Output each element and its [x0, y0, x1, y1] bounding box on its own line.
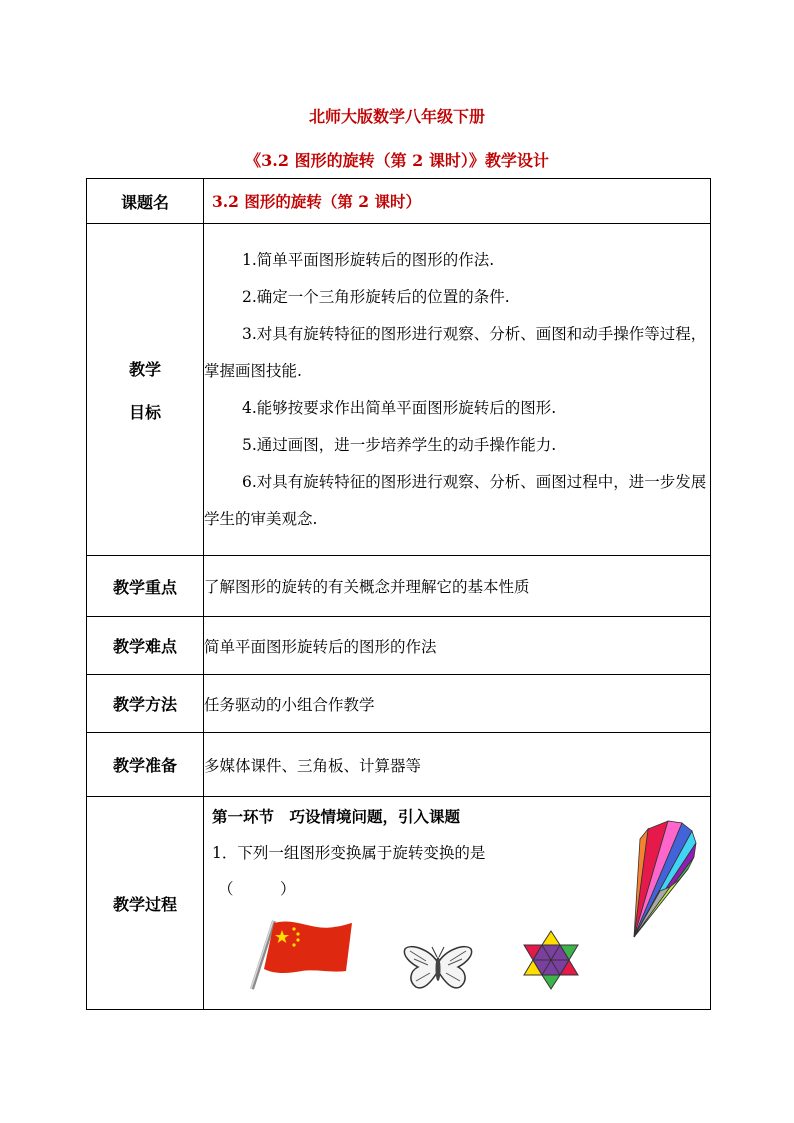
hexagram-image: [522, 929, 580, 991]
difficulties-value: 简单平面图形旋转后的图形的作法: [204, 617, 711, 675]
topic-label: 课题名: [87, 179, 204, 224]
method-row: [87, 675, 711, 733]
fan-image: [628, 817, 700, 941]
goal-item: 6.对具有旋转特征的图形进行观察、分析、画图过程中，进一步发展学生的审美观念.: [204, 472, 707, 528]
goals-label-line2: 目标: [128, 402, 161, 422]
method-label: 教学方法: [87, 675, 204, 733]
goals-row: [87, 224, 711, 556]
figures-area: [204, 899, 710, 1009]
process-cell: [204, 797, 711, 1010]
process-answer-blank: （ ）: [218, 880, 296, 898]
preparation-label: 教学准备: [87, 733, 204, 797]
document-subtitle: 《3.2 图形的旋转（第 2 课时）》教学设计: [245, 151, 549, 170]
goals-cell: [204, 224, 711, 556]
goals-label: [87, 224, 204, 556]
topic-row: [87, 179, 711, 224]
goal-item: 5.通过画图，进一步培养学生的动手操作能力.: [242, 435, 557, 454]
method-value: 任务驱动的小组合作教学: [204, 675, 711, 733]
goal-item: 3.对具有旋转特征的图形进行观察、分析、画图和动手操作等过程，掌握画图技能.: [204, 324, 707, 380]
key-points-label: 教学重点: [87, 556, 204, 617]
process-section-title: 第一环节 巧设情境问题，引入课题: [212, 807, 461, 826]
butterfly-image: [402, 941, 474, 995]
flag-image: [246, 917, 356, 993]
process-label: 教学过程: [87, 797, 204, 1010]
difficulties-label: 教学难点: [87, 617, 204, 675]
topic-cell: [204, 179, 711, 224]
lesson-plan-table: [86, 178, 711, 1010]
key-points-row: [87, 556, 711, 617]
goal-item: 2.确定一个三角形旋转后的位置的条件.: [242, 287, 510, 306]
preparation-value: 多媒体课件、三角板、计算器等: [204, 733, 711, 797]
preparation-row: [87, 733, 711, 797]
topic-value: 3.2 图形的旋转（第 2 课时）: [212, 192, 421, 211]
goals-label-line1: 教学: [128, 359, 161, 379]
document-title: 北师大版数学八年级下册: [308, 107, 485, 126]
process-question: 1．下列一组图形变换属于旋转变换的是: [212, 844, 486, 862]
goal-item: 1.简单平面图形旋转后的图形的作法.: [242, 250, 495, 269]
goal-item: 4.能够按要求作出简单平面图形旋转后的图形.: [242, 398, 557, 417]
process-row: [87, 797, 711, 1010]
difficulties-row: [87, 617, 711, 675]
key-points-value: 了解图形的旋转的有关概念并理解它的基本性质: [204, 556, 711, 617]
